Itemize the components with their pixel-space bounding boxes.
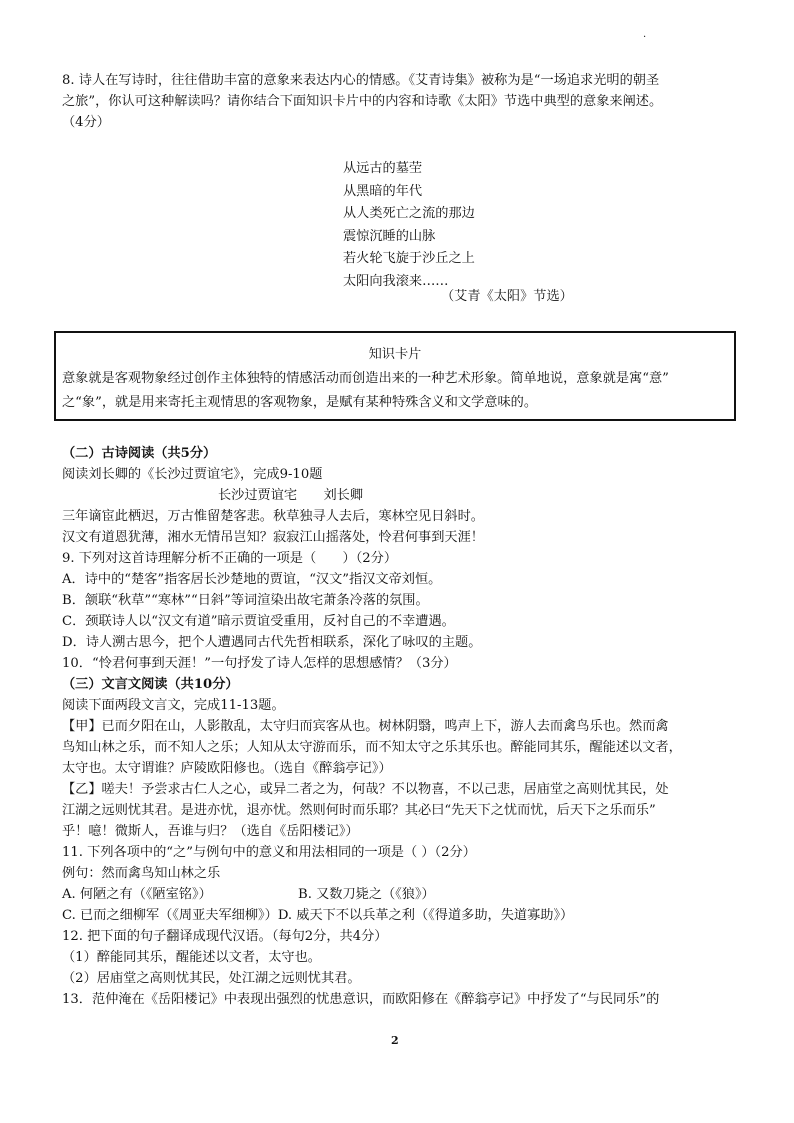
scan-dot: .: [643, 29, 647, 40]
q9-option-c: C．颈联诗人以“汉文有道”暗示贾谊受重用，反衬自己的不幸遭遇。: [62, 614, 455, 629]
question-11: 11. 下列各项中的“之”与例句中的意义和用法相同的一项是（ ）（2分）: [62, 845, 476, 860]
poem-line: 若火轮飞旋于沙丘之上: [343, 251, 475, 266]
q11-option-b: B. 又数刀毙之（《狼》）: [298, 887, 435, 902]
q11-option-d: D. 威天下不以兵革之利（《得道多助，失道寡助》）: [277, 908, 574, 923]
q9-option-b: B．颔联“秋草”“寒林”“日斜”等词渲染出故宅萧条冷落的氛围。: [62, 593, 429, 608]
passage-jia-line: 鸟知山林之乐，而不知人之乐；人知从太守游而乐，而不知太守之乐其乐也。醉能同其乐，醒能述以文者，: [62, 740, 682, 755]
q11-option-c: C. 已而之细柳军（《周亚夫军细柳》）: [62, 908, 278, 923]
card-title: 知识卡片: [368, 347, 422, 362]
question-9: 9. 下列对这首诗理解分析不正确的一项是（ ）（2分）: [62, 551, 398, 566]
card-line: 之“象”，就是用来寄托主观情思的客观物象，是赋有某种特殊含义和文学意味的。: [62, 395, 538, 410]
passage-yi-line: 【乙】嗟夫！予尝求古仁人之心，或异二者之为，何哉？不以物喜，不以己悲，居庙堂之高则忧其民，处: [62, 782, 669, 797]
section-intro: 阅读下面两段文言文，完成11-13题。: [62, 698, 285, 713]
poem-excerpt: [343, 158, 603, 293]
section-classical-prose: [62, 674, 732, 1010]
q11-options-cd: [62, 905, 732, 926]
section-heading: （三）文言文阅读（共10分）: [62, 677, 239, 692]
q12-item: （2）居庙堂之高则忧其民，处江湖之远则忧其君。: [62, 971, 361, 986]
section-intro: 阅读刘长卿的《长沙过贾谊宅》，完成9-10题: [62, 467, 323, 482]
q12-item: （1）醉能同其乐，醒能述以文者，太守也。: [62, 950, 321, 965]
poem-line: 震惊沉睡的山脉: [343, 228, 436, 244]
q9-option-d: D．诗人溯古思今，把个人遭遇同古代先哲相联系，深化了咏叹的主题。: [62, 635, 482, 650]
question-10: 10．“怜君何事到天涯！”一句抒发了诗人怎样的思想感情？（3分）: [62, 656, 457, 671]
poem-line: 从人类死亡之流的那边: [343, 206, 475, 221]
q8-line: 之旅”，你认可这种解读吗？请你结合下面知识卡片中的内容和诗歌《太阳》节选中典型的意象来阐述。: [62, 94, 663, 109]
section-ancient-poem: [62, 443, 732, 674]
poem-line: 从黑暗的年代: [343, 183, 423, 199]
question-13: 13．范仲淹在《岳阳楼记》中表现出强烈的忧患意识，而欧阳修在《醉翁亭记》中抒发了“与民同乐”的: [62, 992, 660, 1007]
poem-line: 太阳向我滚来……: [343, 273, 449, 289]
poem-source: （艾青《太阳》节选）: [441, 289, 573, 304]
passage-yi-line: 乎！噫！微斯人，吾谁与归？（选自《岳阳楼记》）: [62, 824, 359, 839]
knowledge-card: [54, 331, 736, 421]
passage-jia-line: 【甲】已而夕阳在山，人影散乱，太守归而宾客从也。树林阴翳，鸣声上下，游人去而禽鸟乐也。然而禽: [62, 719, 669, 734]
q11-example: 例句：然而禽鸟知山林之乐: [62, 866, 221, 881]
q11-options-row: [62, 884, 732, 905]
card-line: 意象就是客观物象经过创作主体独特的情感活动而创造出来的一种艺术形象。简单地说，意象就是寓“意”: [62, 371, 669, 386]
q8-line: 8. 诗人在写诗时，往往借助丰富的意象来表达内心的情感。《艾青诗集》被称为是“一场追求光明的朝圣: [62, 73, 660, 88]
q8-line: （4分）: [62, 115, 110, 130]
question-12: 12. 把下面的句子翻译成现代汉语。（每句2分，共4分）: [62, 929, 388, 944]
poem-line: 从远古的墓茔: [343, 161, 423, 176]
question-8: [62, 70, 732, 133]
passage-jia-line: 太守也。太守谓谁？庐陵欧阳修也。（选自《醉翁亭记》）: [62, 761, 392, 776]
section-heading: （二）古诗阅读（共5分）: [62, 446, 217, 461]
poem-title: 长沙过贾谊宅 刘长卿: [218, 488, 364, 503]
page-number: 2: [391, 1034, 399, 1047]
passage-yi-line: 江湖之远则忧其君。是进亦忧，退亦忧。然则何时而乐耶？其必曰“先天下之忧而忧，后天下之乐而乐”: [62, 803, 656, 818]
q11-option-a: A. 何陋之有（《陋室铭》）: [62, 887, 212, 902]
q9-option-a: A．诗中的“楚客”指客居长沙楚地的贾谊，“汉文”指汉文帝刘恒。: [62, 572, 442, 587]
poem-line: 三年谪宦此栖迟，万古惟留楚客悲。秋草独寻人去后，寒林空见日斜时。: [62, 509, 484, 524]
poem-line: 汉文有道恩犹薄，湘水无情吊岂知？寂寂江山摇落处，怜君何事到天涯！: [62, 530, 484, 545]
